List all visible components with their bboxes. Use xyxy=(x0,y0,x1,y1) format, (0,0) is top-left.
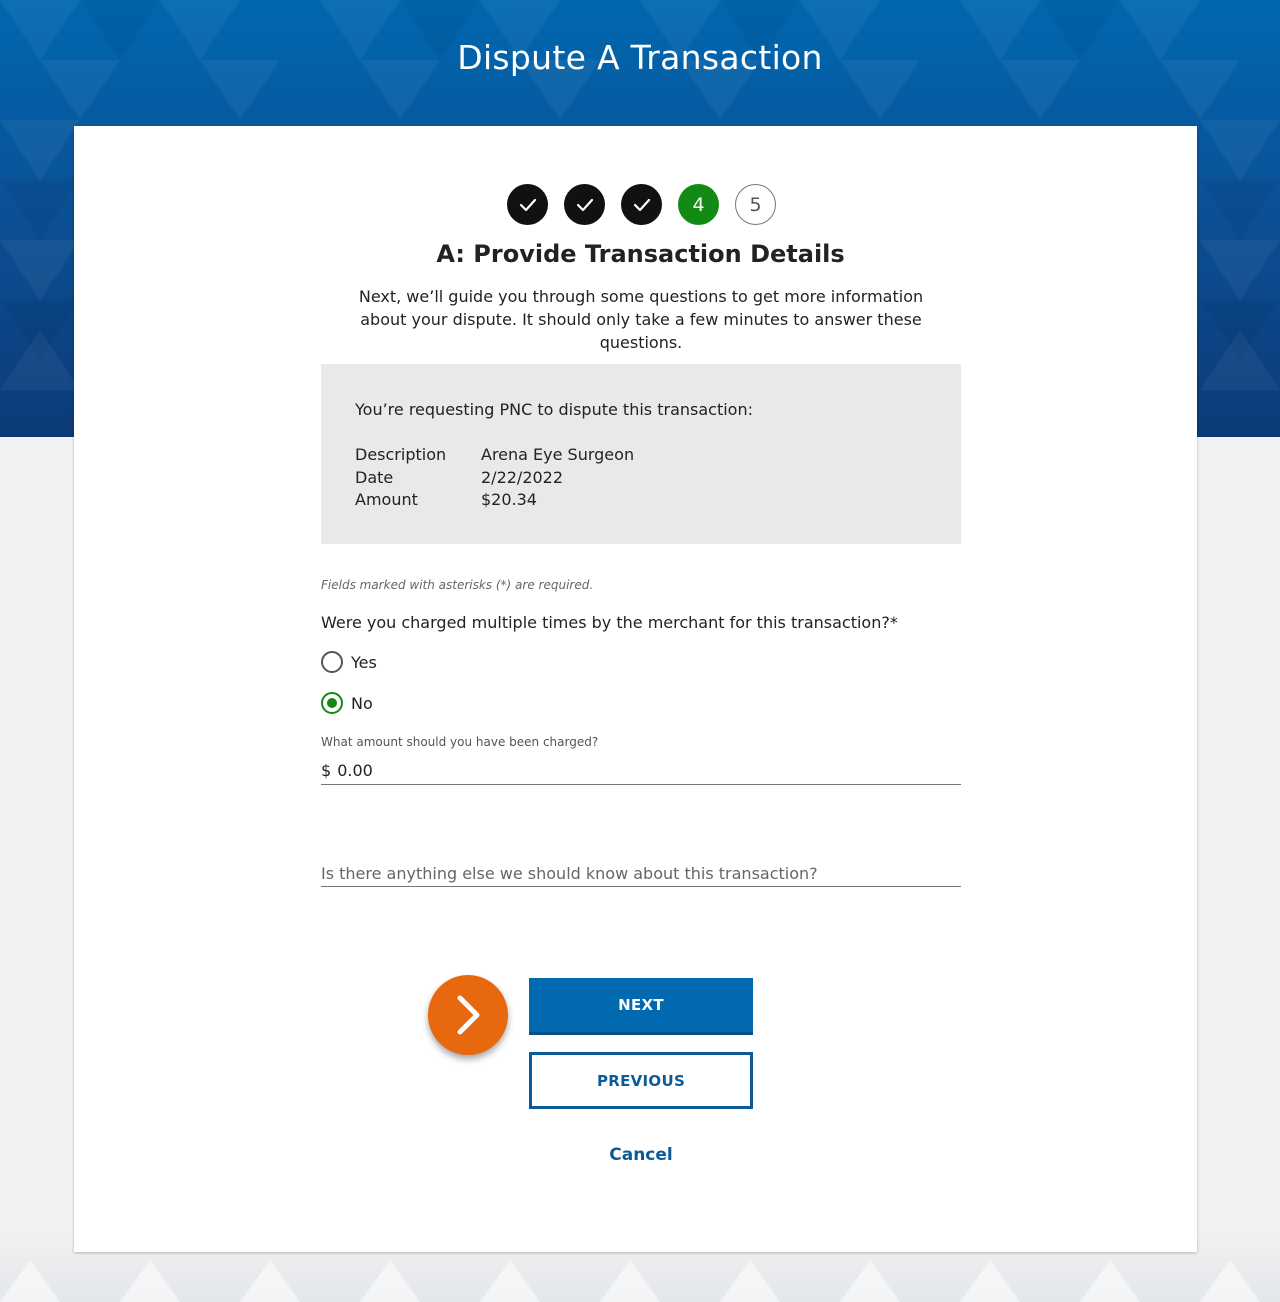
summary-label: Date xyxy=(355,468,394,487)
cancel-link[interactable]: Cancel xyxy=(609,1145,673,1165)
step-3-complete xyxy=(621,184,662,225)
summary-row-date xyxy=(355,467,563,489)
currency-symbol: $ xyxy=(321,760,332,780)
intro-text: Next, we’ll guide you through some questions to get more information about your dispute. It should only take a few minutes to answer these questions. xyxy=(358,287,924,352)
dispute-form-card xyxy=(74,126,1197,1252)
page-title: Dispute A Transaction xyxy=(457,38,823,77)
summary-lead-text: You’re requesting PNC to dispute this transaction: xyxy=(355,400,753,419)
radio-option-no[interactable] xyxy=(321,692,373,714)
radio-no[interactable] xyxy=(321,692,343,714)
multiple-charge-question: Were you charged multiple times by the merchant for this transaction?* xyxy=(321,613,898,632)
next-button[interactable]: NEXT xyxy=(529,978,753,1035)
amount-value[interactable]: 0.00 xyxy=(337,760,373,780)
checkmark-icon xyxy=(574,194,596,216)
radio-option-yes[interactable] xyxy=(321,651,377,673)
amount-input[interactable] xyxy=(321,756,961,785)
radio-no-label: No xyxy=(351,693,373,713)
progress-stepper xyxy=(507,184,776,226)
previous-button[interactable]: PREVIOUS xyxy=(529,1052,753,1109)
step-2-complete xyxy=(564,184,605,225)
checkmark-icon xyxy=(517,194,539,216)
amount-field-label: What amount should you have been charged? xyxy=(321,735,599,749)
radio-yes[interactable] xyxy=(321,651,343,673)
summary-value: Arena Eye Surgeon xyxy=(481,445,635,464)
step-5-pending: 5 xyxy=(735,184,776,225)
checkmark-icon xyxy=(631,194,653,216)
summary-value: $20.34 xyxy=(481,490,537,509)
summary-value: 2/22/2022 xyxy=(481,468,564,487)
chevron-right-icon xyxy=(451,993,485,1037)
radio-yes-label: Yes xyxy=(351,652,377,672)
summary-label: Description xyxy=(355,445,447,464)
summary-label: Amount xyxy=(355,490,418,509)
transaction-summary xyxy=(321,364,961,544)
step-1-complete xyxy=(507,184,548,225)
additional-info-input[interactable]: Is there anything else we should know about this transaction? xyxy=(321,862,961,887)
section-title: A: Provide Transaction Details xyxy=(436,240,845,268)
step-4-current: 4 xyxy=(678,184,719,225)
next-step-fab[interactable] xyxy=(428,975,508,1055)
required-fields-note: Fields marked with asterisks (*) are required. xyxy=(321,578,594,592)
summary-row-description xyxy=(355,444,634,466)
summary-row-amount xyxy=(355,489,537,511)
